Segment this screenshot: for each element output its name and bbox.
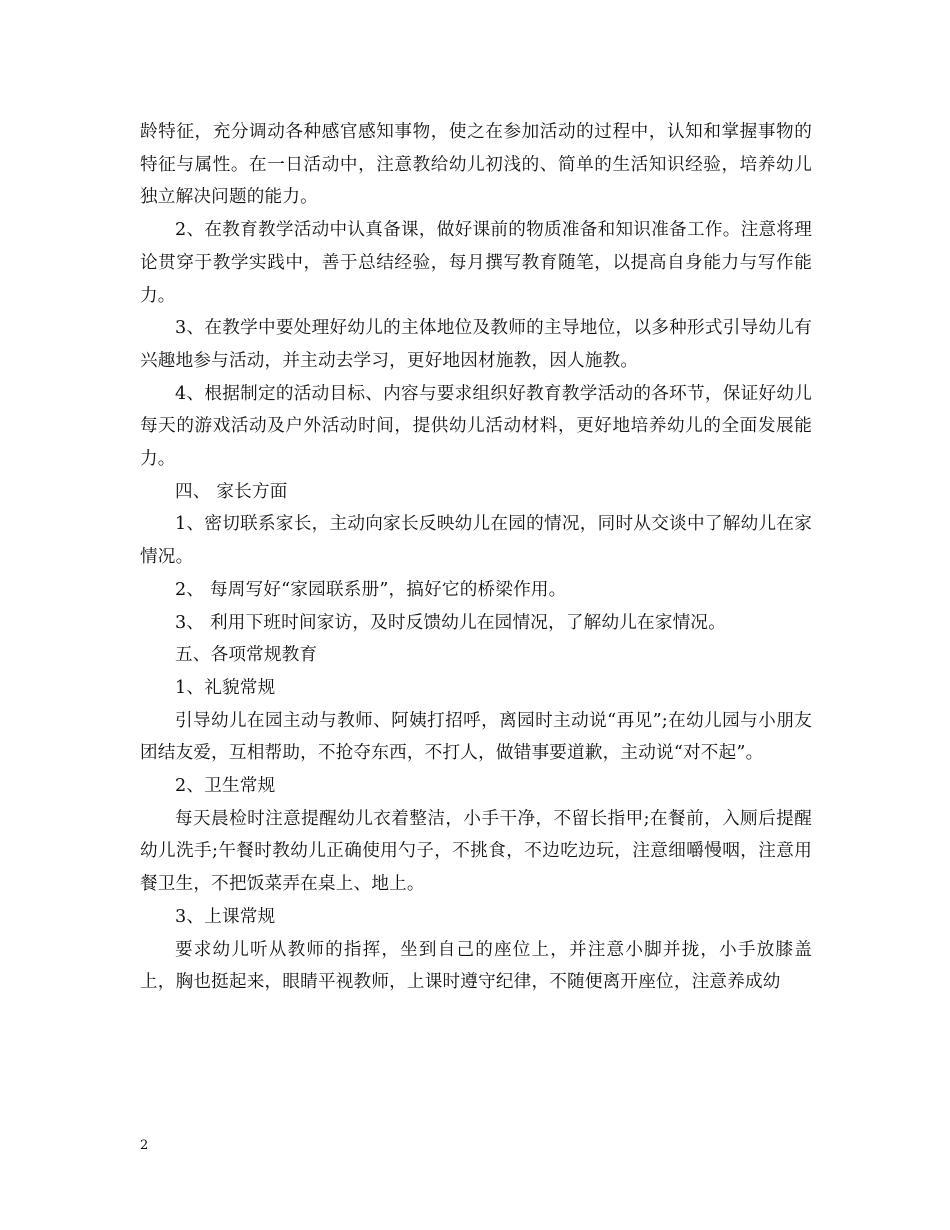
section-heading-parents: 四、 家长方面	[175, 481, 288, 502]
page-number: 2	[140, 1138, 149, 1153]
paragraph-9: 每天晨检时注意提醒幼儿衣着整洁，小手干净，不留长指甲;在餐前，入厕后提醒幼儿洗手;午餐时教幼儿正确使用勺子，不挑食，不边吃边玩，注意细嚼慢咽，注意用餐卫生，不把饭菜弄在桌上、地上。	[140, 808, 812, 895]
paragraph-6: 2、 每周写好“家园联系册”，搞好它的桥梁作用。	[175, 579, 567, 600]
subheading-courtesy: 1、礼貌常规	[175, 677, 276, 698]
paragraph-2: 2、在教育教学活动中认真备课，做好课前的物质准备和知识准备工作。注意将理论贯穿于教学实践中，善于总结经验，每月撰写教育随笔，以提高自身能力与写作能力。	[140, 220, 812, 306]
paragraph-3: 3、在教学中要处理好幼儿的主体地位及教师的主导地位，以多种形式引导幼儿有兴趣地参与活动，并主动去学习，更好地因材施教，因人施教。	[140, 318, 812, 371]
paragraph-8: 引导幼儿在园主动与教师、阿姨打招呼，离园时主动说“再见”;在幼儿园与小朋友团结友爱，互相帮助，不抢夺东西，不打人，做错事要道歉，主动说“对不起”。	[140, 710, 812, 764]
document-body	[140, 116, 812, 999]
paragraph-7: 3、 利用下班时间家访，及时反馈幼儿在园情况，了解幼儿在家情况。	[175, 612, 727, 633]
paragraph-10: 要求幼儿听从教师的指挥，坐到自己的座位上，并注意小脚并拢，小手放膝盖上，胸也挺起来，眼睛平视教师，上课时遵守纪律，不随便离开座位，注意养成幼	[140, 939, 812, 993]
paragraph-4: 4、根据制定的活动目标、内容与要求组织好教育教学活动的各环节，保证好幼儿每天的游戏活动及户外活动时间，提供幼儿活动材料，更好地培养幼儿的全面发展能力。	[140, 383, 812, 470]
paragraph-5: 1、密切联系家长，主动向家长反映幼儿在园的情况，同时从交谈中了解幼儿在家情况。	[140, 514, 812, 568]
paragraph-1: 龄特征，充分调动各种感官感知事物，使之在参加活动的过程中，认知和掌握事物的特征与属性。在一日活动中，注意教给幼儿初浅的、简单的生活知识经验，培养幼儿独立解决问题的能力。	[140, 122, 812, 208]
section-heading-routine: 五、各项常规教育	[175, 645, 318, 666]
subheading-class: 3、上课常规	[175, 906, 276, 927]
subheading-hygiene: 2、卫生常规	[175, 776, 276, 797]
